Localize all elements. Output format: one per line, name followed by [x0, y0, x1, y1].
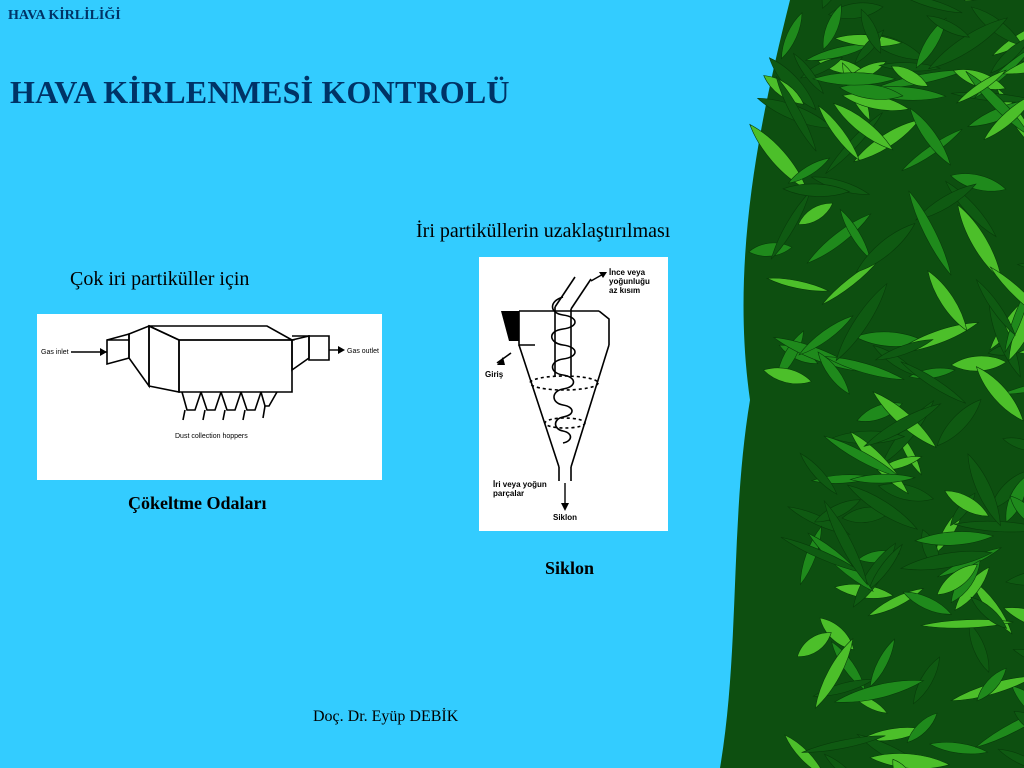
hoppers-label: Dust collection hoppers [175, 433, 248, 440]
coarse-part-label-1: İri veya yoğun [493, 480, 547, 489]
fine-part-label-2: yoğunluğu [609, 277, 650, 286]
settling-chamber-heading: Çok iri partiküller için [70, 268, 250, 290]
coarse-part-label-2: parçalar [493, 489, 525, 498]
cyclone-diagram [479, 257, 668, 531]
page-title: HAVA KİRLENMESİ KONTROLÜ [10, 74, 510, 110]
settling-chamber-diagram [37, 314, 382, 480]
section-header: HAVA KİRLİLİĞİ [8, 8, 121, 23]
gas-outlet-label: Gas outlet [347, 348, 379, 355]
cyclone-heading: İri partiküllerin uzaklaştırılması [416, 220, 671, 242]
settling-chamber-figure [37, 314, 382, 480]
footer-author: Doç. Dr. Eyüp DEBİK [313, 708, 459, 725]
inlet-label: Giriş [485, 370, 504, 379]
cyclone-caption: Siklon [545, 558, 595, 578]
fine-part-label-3: az kısım [609, 286, 641, 295]
cyclone-name-label: Siklon [553, 513, 578, 522]
fine-part-label-1: İnce veya [609, 268, 646, 277]
settling-chamber-caption: Çökeltme Odaları [128, 493, 267, 513]
bamboo-leaves-decoration [720, 0, 1024, 768]
cyclone-figure [479, 257, 668, 531]
gas-inlet-label: Gas inlet [41, 349, 69, 356]
